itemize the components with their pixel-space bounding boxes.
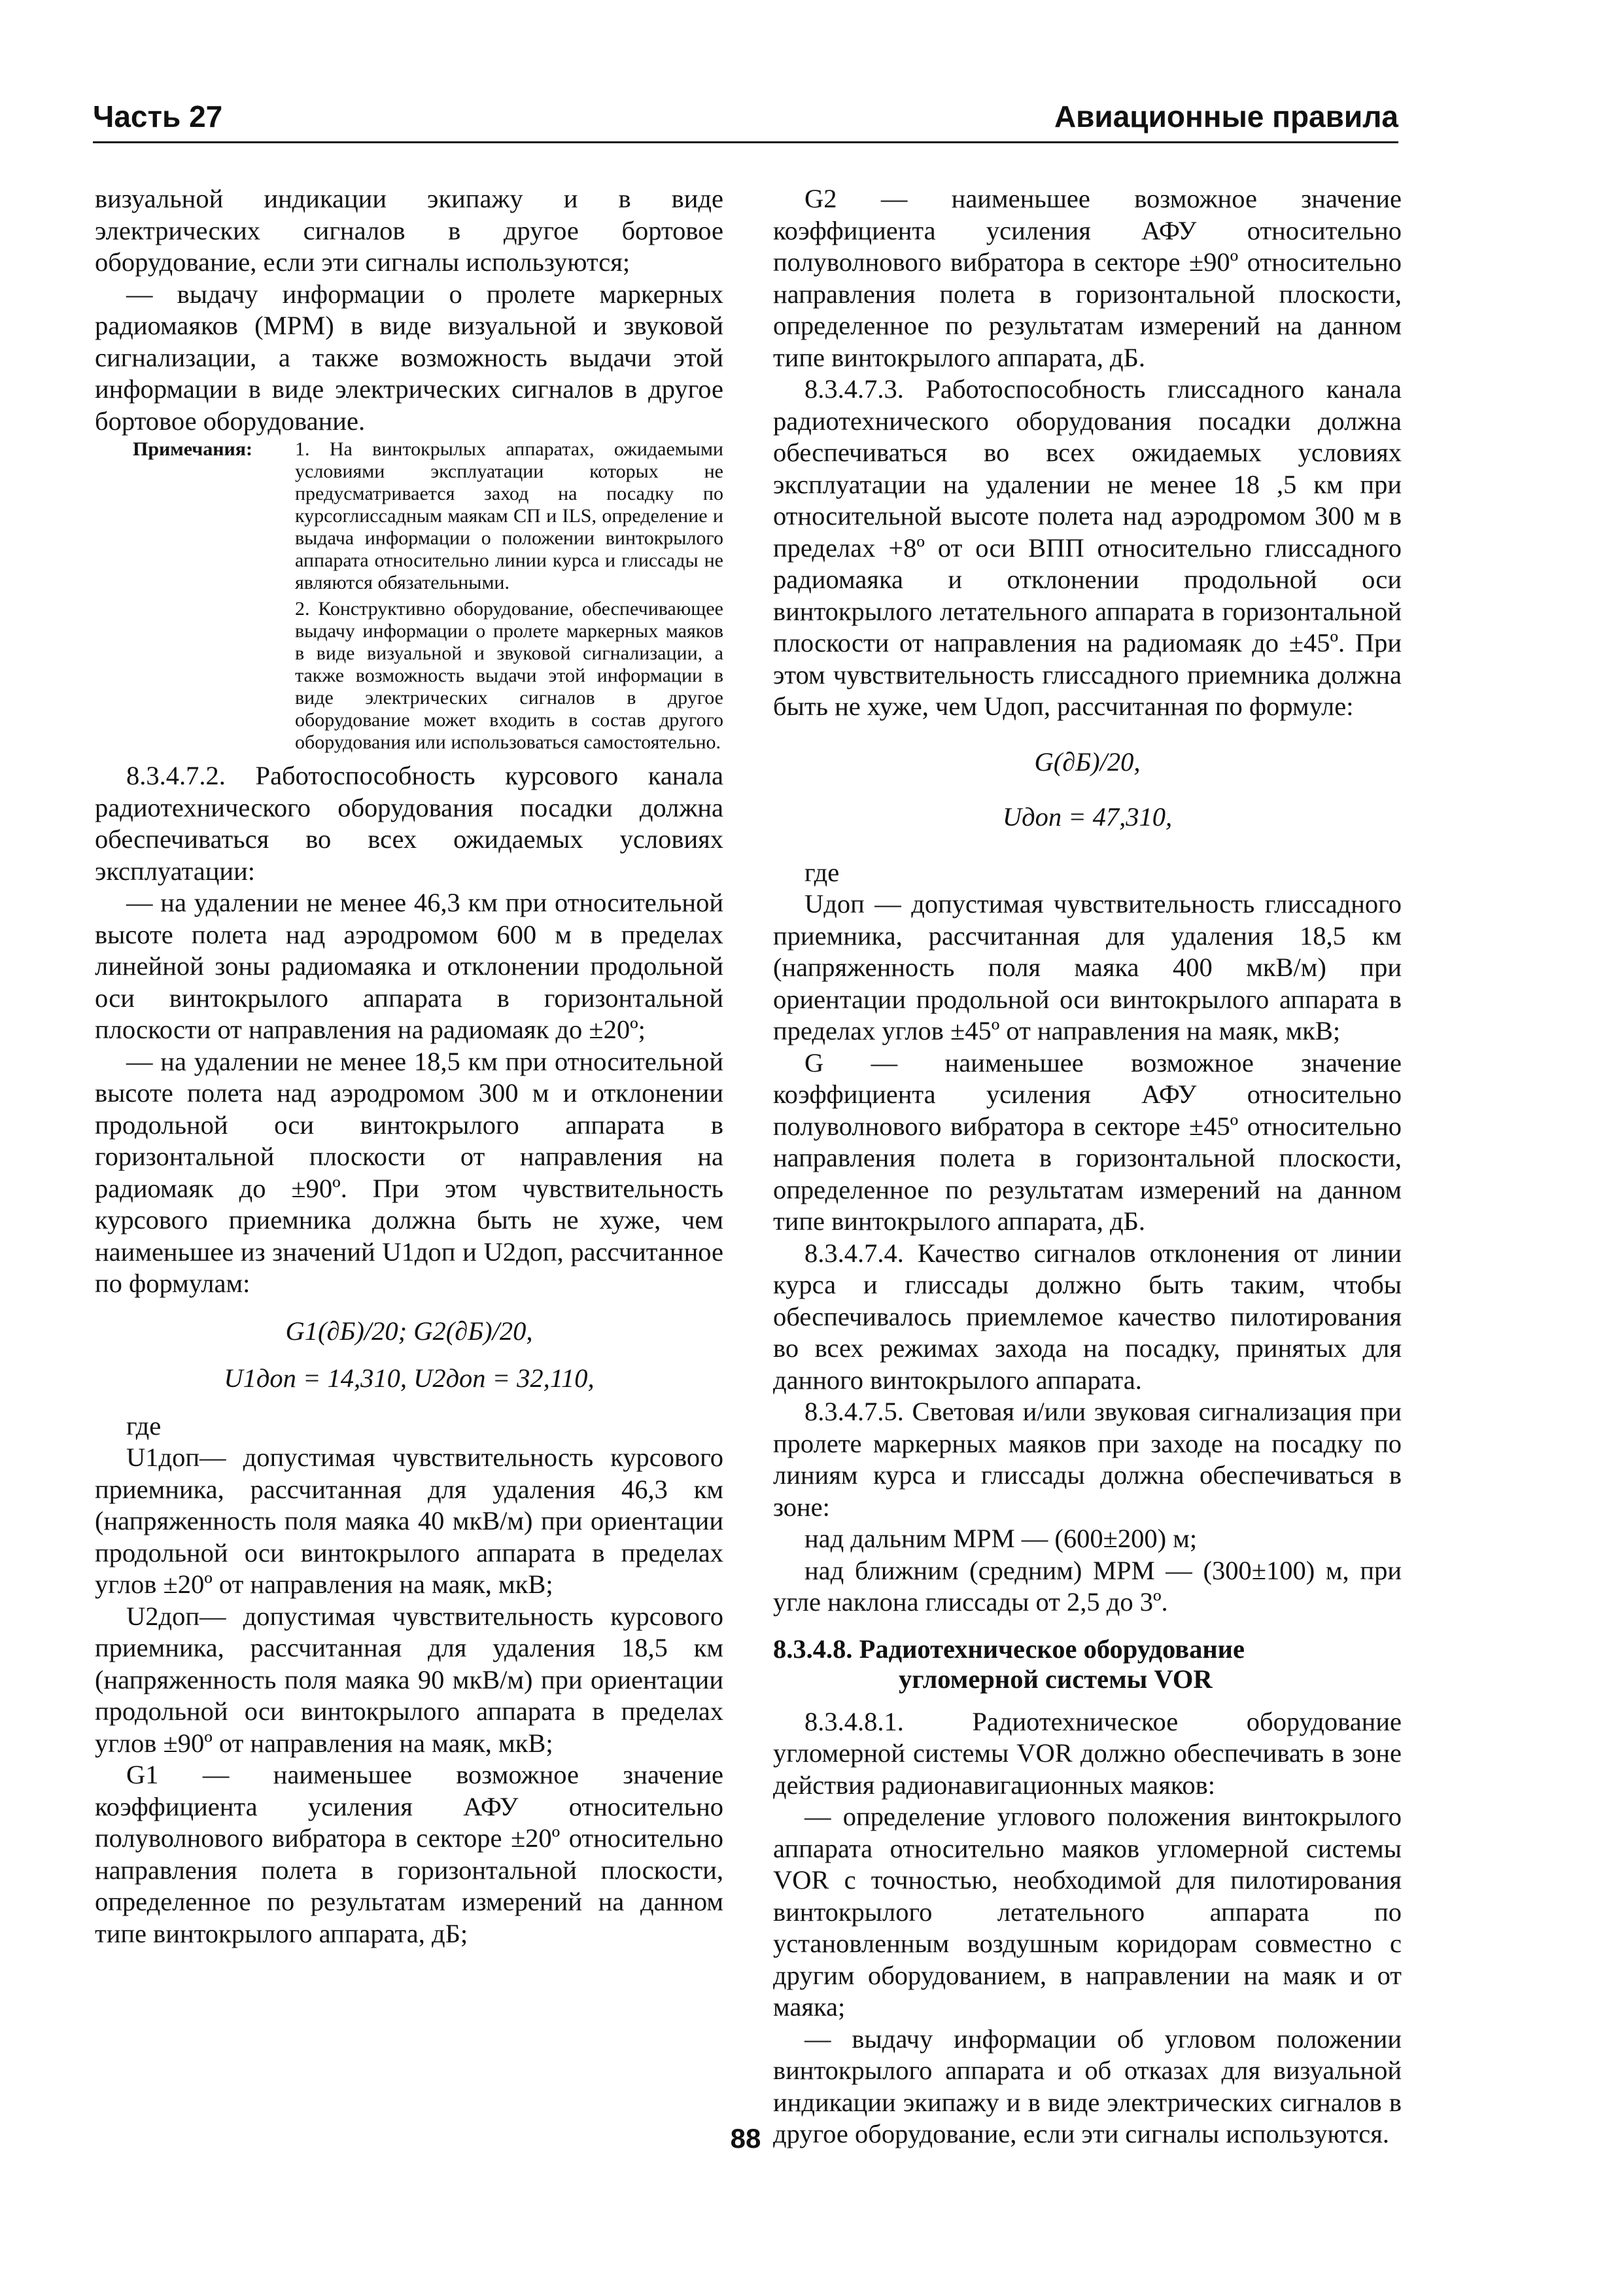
- paragraph: визуальной индикации экипажу и в виде электрических сигналов в другое бортовое оборудование, если эти сигналы используются;: [95, 184, 723, 277]
- formula: G1(∂Б)/20; G2(∂Б)/20,: [285, 1316, 533, 1346]
- left-column: [95, 183, 723, 1950]
- paragraph: — определение углового положения винтокрылого аппарата относительно маяков угломерной системы VOR с точностью, необходимой для пилотирования винтокрылого летательного аппарата по установленным воздушным коридорам совместно с другим оборудованием, в направлении на маяк и от маяка;: [773, 1802, 1402, 2022]
- where-label: где: [804, 857, 840, 887]
- paragraph: над дальним МРМ — (600±200) м;: [804, 1524, 1198, 1553]
- definition: Uдоп — допустимая чувствительность глиссадного приемника, рассчитанная для удаления 18,5 км (напряженность поля маяка 400 мкВ/м) при ориентации продольной оси винтокрылого аппарата в пределах углов ±45º от направления на маяк, мкВ;: [773, 889, 1402, 1045]
- paragraph: 8.3.4.7.4. Качество сигналов отклонения от линии курса и глиссады должно быть таким, чтобы обеспечивалось приемлемое качество пилотирования во всех режимах захода на посадку, принятых для данного винтокрылого аппарата.: [773, 1238, 1402, 1395]
- paragraph: 8.3.4.8.1. Радиотехническое оборудование угломерной системы VOR должно обеспечивать в зоне действия радионавигационных маяков:: [773, 1706, 1402, 1800]
- paragraph: — на удалении не менее 46,3 км при относительной высоте полета над аэродромом 600 м в пределах линейной зоны радиомаяка и отклонении продольной оси винтокрылого аппарата в горизонтальной плоскости от направления на радиомаяк до ±20º;: [95, 888, 723, 1044]
- definition: G1 — наименьшее возможное значение коэффициента усиления АФУ относительно полуволнового вибратора в секторе ±20º относительно направления полета в горизонтальной плоскости, определенное по результатам измерений на данном типе винтокрылого аппарата, дБ;: [95, 1760, 723, 1948]
- paragraph: 8.3.4.7.3. Работоспособность глиссадного канала радиотехнического оборудования посадки должна обеспечиваться во всех ожидаемых условиях эксплуатации на удалении не менее 18 ,5 км при относительной высоте полета над аэродромом 300 м в пределах +8º от оси ВПП относительно глиссадного радиомаяка и отклонении продольной оси винтокрылого летательного аппарата в горизонтальной плоскости от направления на радиомаяк до ±45º. При этом чувствительность глиссадного приемника должна быть не хуже, чем Uдоп, рассчитанная по формуле:: [773, 374, 1402, 721]
- definition: G — наименьшее возможное значение коэффициента усиления АФУ относительно полуволнового вибратора в секторе ±45º относительно направления полета в горизонтальной плоскости, определенное по результатам измерений на данном типе винтокрылого аппарата, дБ.: [773, 1047, 1402, 1236]
- where-label: где: [126, 1410, 162, 1441]
- section-heading: [773, 1634, 1402, 1694]
- formula: Uдоп = 47,310,: [1002, 802, 1173, 832]
- section-heading-line: угломерной системы VOR: [899, 1664, 1213, 1694]
- paragraph: — выдачу информации об угловом положении винтокрылого аппарата и об отказах для визуальной индикации экипажу и в виде электрических сигналов в другое оборудование, если эти сигналы используются.: [773, 2023, 1402, 2148]
- paragraph: — выдачу информации о пролете маркерных радиомаяков (МРМ) в виде визуальной и звуковой сигнализации, а также возможность выдачи этой информации в виде электрических сигналов в другое бортовое оборудование.: [95, 279, 723, 436]
- notes-title: Примечания:: [133, 438, 253, 460]
- formula: U1доп = 14,310, U2доп = 32,110,: [224, 1363, 595, 1393]
- notes-body: [295, 438, 723, 758]
- running-header-part: Часть 27: [93, 99, 223, 133]
- note-item: 1. На винтокрылых аппаратах, ожидаемыми условиями эксплуатации которых не предусматривается заход на посадку по курсоглиссадным маякам СП и ILS, определение и выдача информации о положении винтокрылого аппарата относительно линии курса и глиссады не являются обязательными.: [295, 438, 723, 593]
- definition: U1доп— допустимая чувствительность курсового приемника, рассчитанная для удаления 46,3 км (напряженность поля маяка 40 мкВ/м) при ориентации продольной оси винтокрылого аппарата в пределах углов ±20º от направления на маяк, мкВ;: [95, 1443, 723, 1599]
- page-number: 88: [730, 2123, 761, 2154]
- header-rule: [93, 141, 1398, 143]
- notes-block: [133, 438, 723, 758]
- formula: G(∂Б)/20,: [1034, 746, 1141, 777]
- definition: U2доп— допустимая чувствительность курсового приемника, рассчитанная для удаления 18,5 км (напряженность поля маяка 90 мкВ/м) при ориентации продольной оси винтокрылого аппарата в пределах углов ±90º от направления на маяк, мкВ;: [95, 1601, 723, 1758]
- running-header-title: Авиационные правила: [1054, 99, 1398, 133]
- note-item: 2. Конструктивно оборудование, обеспечивающее выдачу информации о пролете маркерных маяков в виде визуальной и звуковой сигнализации, а также возможность выдачи этой информации в виде электрических сигналов в другое оборудование может входить в состав другого оборудования или использоваться самостоятельно.: [295, 598, 723, 753]
- paragraph: 8.3.4.7.2. Работоспособность курсового канала радиотехнического оборудования посадки должна обеспечиваться во всех ожидаемых условиях эксплуатации:: [95, 761, 723, 886]
- paragraph: 8.3.4.7.5. Световая и/или звуковая сигнализация при пролете маркерных маяков при заходе на посадку по линиям курса и глиссады должна обеспечиваться в зоне:: [773, 1397, 1402, 1522]
- right-column: [773, 183, 1402, 2150]
- paragraph: — на удалении не менее 18,5 км при относительной высоте полета над аэродромом 300 м и отклонении продольной оси винтокрылого аппарата в горизонтальной плоскости от направления на радиомаяк до ±90º. При этом чувствительность курсового приемника должна быть не хуже, чем наименьшее из значений U1доп и U2доп, рассчитанное по формулам:: [95, 1046, 723, 1298]
- definition: G2 — наименьшее возможное значение коэффициента усиления АФУ относительно полуволнового вибратора в секторе ±90º относительно направления полета в горизонтальной плоскости, определенное по результатам измерений на данном типе винтокрылого аппарата, дБ.: [773, 184, 1402, 372]
- paragraph: над ближним (средним) МРМ — (300±100) м, при угле наклона глиссады от 2,5 до 3º.: [773, 1555, 1402, 1617]
- section-heading-line: 8.3.4.8. Радиотехническое оборудование: [773, 1634, 1245, 1664]
